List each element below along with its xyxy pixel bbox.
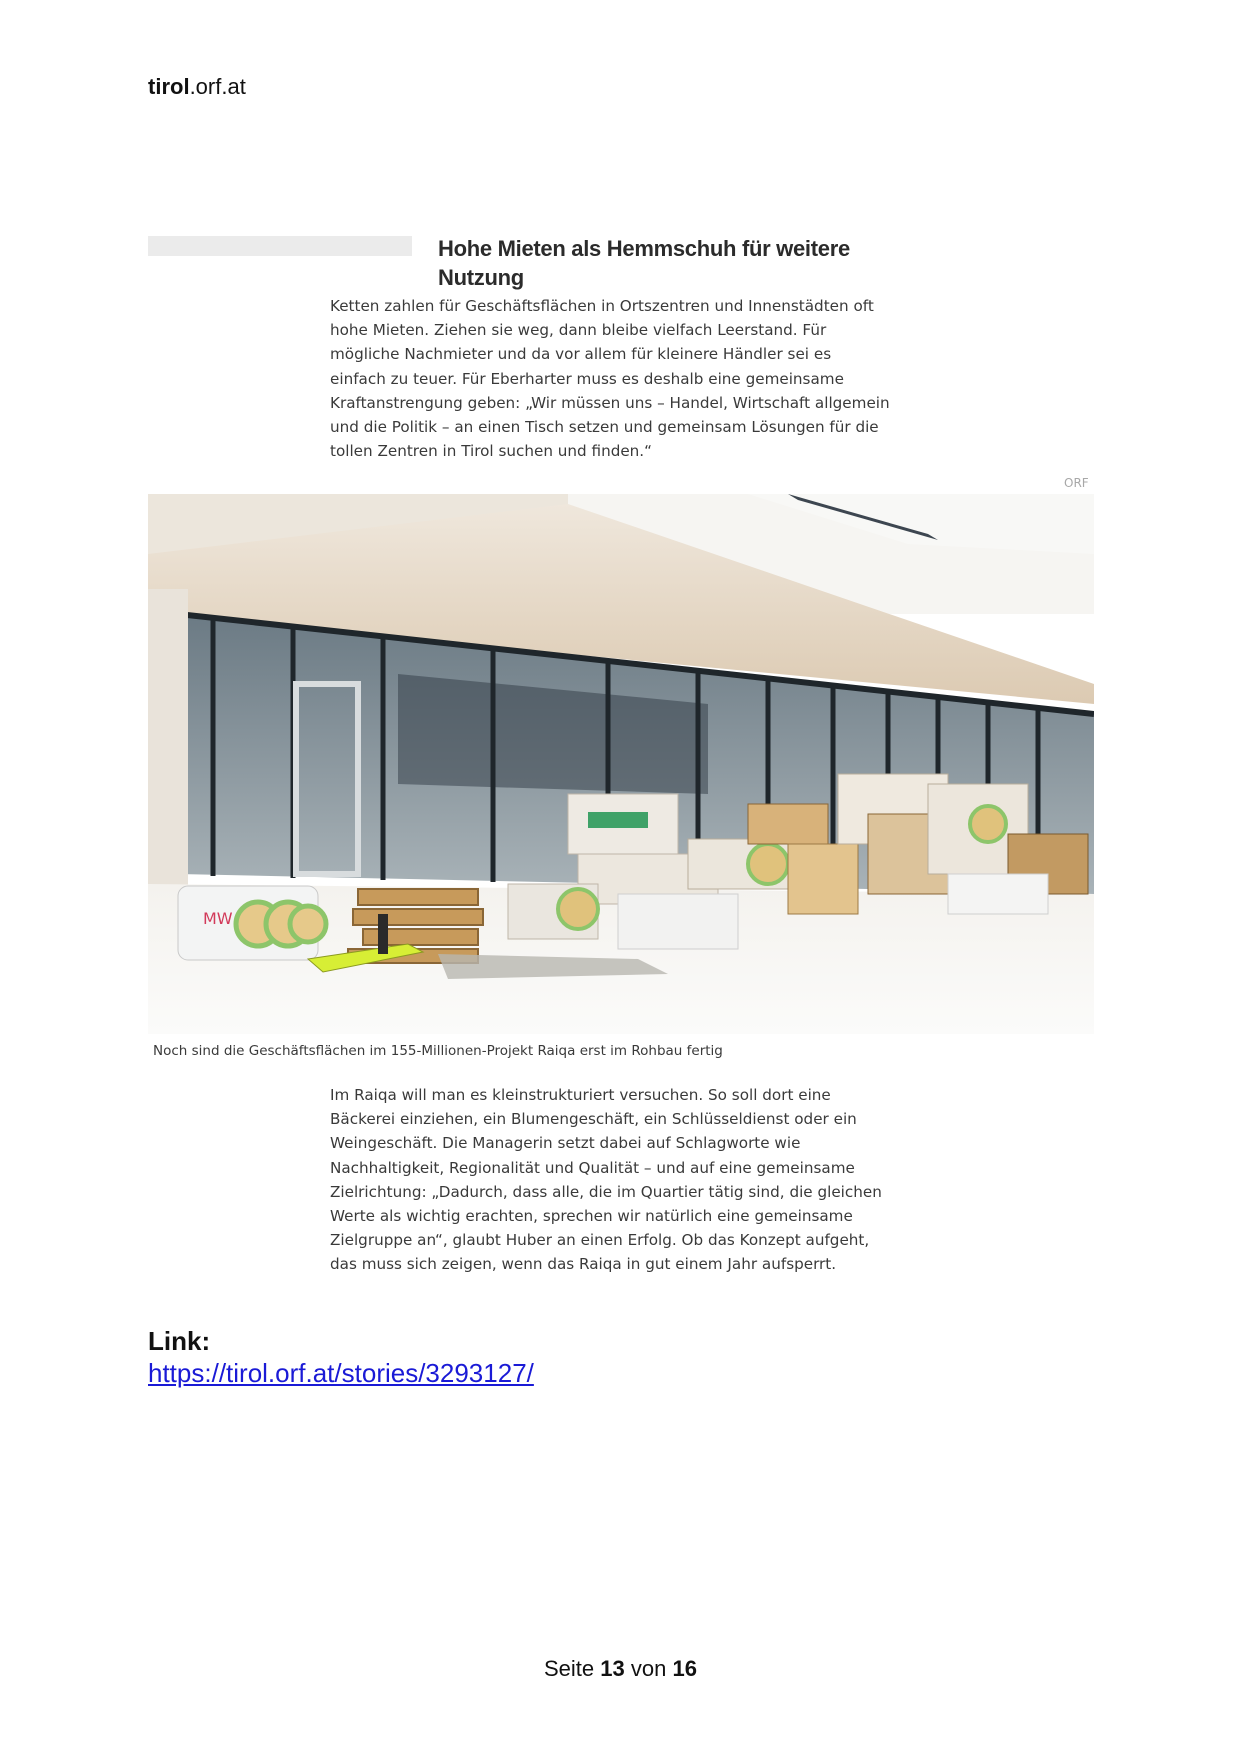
photo-caption: Noch sind die Geschäftsflächen im 155-Millionen-Projekt Raiqa erst im Rohbau fertig <box>153 1043 723 1059</box>
site-name-bold: tirol <box>148 74 190 99</box>
article-headline: Hohe Mieten als Hemmschuh für weitere Nutzung <box>438 236 850 290</box>
footer-prefix: Seite <box>544 1656 595 1681</box>
article-photo <box>148 494 1094 1034</box>
site-name <box>148 74 246 100</box>
svg-text:MW: MW <box>203 909 233 928</box>
article-paragraph-2: Im Raiqa will man es kleinstrukturiert versuchen. So soll dort eine Bäckerei einziehen, ein Blumengeschäft, ein Schlüsseldienst oder ein Weingeschäft. Die Managerin setzt dabei auf Schlagworte wie Nachhaltigkeit, Regionalität und Qualität – und auf eine gemeinsame Zielrichtung: „Dadurch, dass alle, die im Quartier tätig sind, die gleichen Werte als wichtig erachten, sprechen wir natürlich eine gemeinsame Zielgruppe an“, glaubt Huber an einen Erfolg. Ob das Konzept aufgeht, das muss sich zeigen, wenn das Raiqa in gut einem Jahr aufsperrt. <box>330 1086 882 1274</box>
placeholder-bar <box>148 236 412 256</box>
page-footer <box>0 1656 1241 1682</box>
image-credit: ORF <box>1064 476 1089 490</box>
article-link[interactable]: https://tirol.orf.at/stories/3293127/ <box>148 1358 534 1388</box>
footer-middle: von <box>630 1656 667 1681</box>
footer-page-number: 13 <box>600 1656 625 1681</box>
site-name-domain: .orf.at <box>189 74 246 99</box>
footer-total-pages: 16 <box>672 1656 697 1681</box>
article-paragraph-1: Ketten zahlen für Geschäftsflächen in Ortszentren und Innenstädten oft hohe Mieten. Ziehen sie weg, dann bleibe vielfach Leerstand. Für mögliche Nachmieter und da vor allem für kleinere Händler sei es einfach zu teuer. Für Eberharter muss es deshalb eine gemeinsame Kraftanstrengung geben: „Wir müssen uns – Handel, Wirtschaft allgemein und die Politik – an einen Tisch setzen und gemeinsam Lösungen für die tollen Zentren in Tirol suchen und finden.“ <box>330 297 890 461</box>
link-label: Link: <box>148 1326 211 1356</box>
